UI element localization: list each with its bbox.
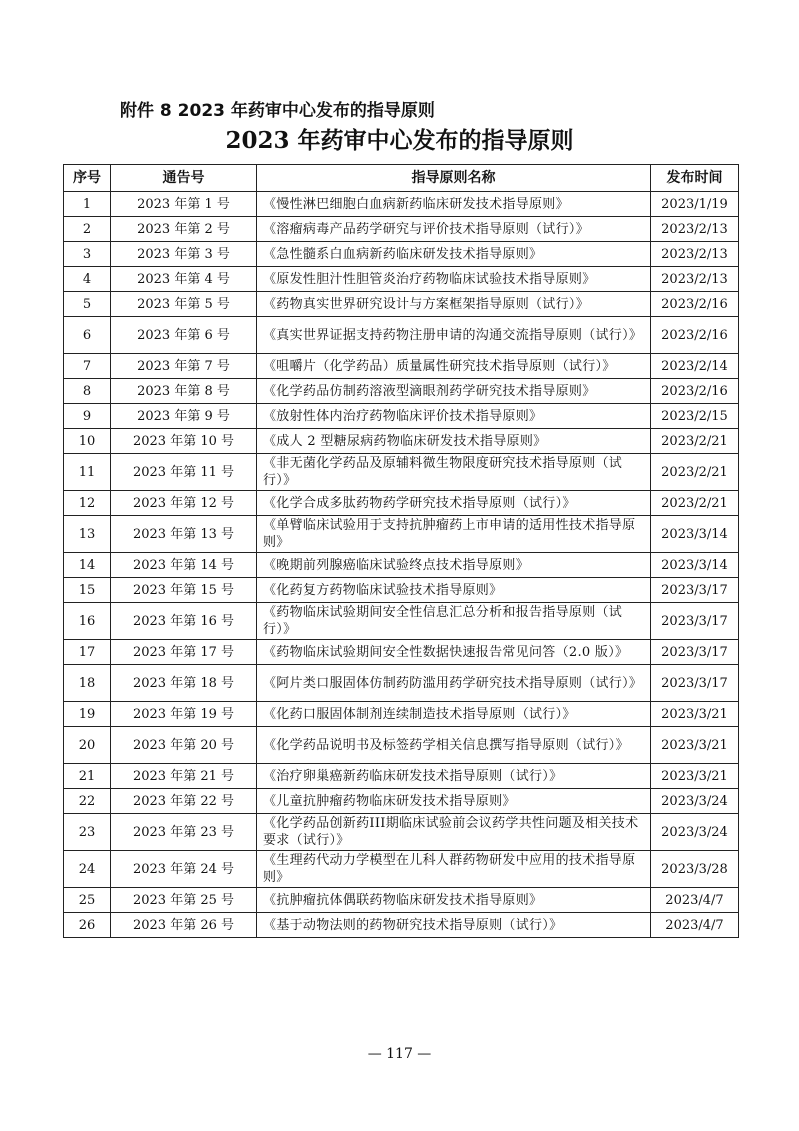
row-release-date: 2023/2/13 [651,217,739,242]
row-release-date: 2023/3/14 [651,553,739,578]
row-number: 3 [64,242,111,267]
row-guideline-name: 《抗肿瘤抗体偶联药物临床研发技术指导原则》 [257,888,651,913]
row-guideline-name: 《化学合成多肽药物药学研究技术指导原则（试行）》 [257,491,651,516]
row-notice-number: 2023 年第 3 号 [111,242,257,267]
row-release-date: 2023/2/21 [651,491,739,516]
row-notice-number: 2023 年第 6 号 [111,317,257,354]
row-release-date: 2023/1/19 [651,192,739,217]
row-release-date: 2023/3/17 [651,578,739,603]
row-number: 24 [64,851,111,888]
table-row [64,292,739,317]
row-number: 15 [64,578,111,603]
row-guideline-name: 《药物临床试验期间安全性信息汇总分析和报告指导原则（试行）》 [257,603,651,640]
table-row [64,379,739,404]
table-row [64,553,739,578]
row-guideline-name: 《晚期前列腺癌临床试验终点技术指导原则》 [257,553,651,578]
row-notice-number: 2023 年第 17 号 [111,640,257,665]
row-release-date: 2023/3/17 [651,603,739,640]
table-row [64,640,739,665]
row-notice-number: 2023 年第 25 号 [111,888,257,913]
row-release-date: 2023/3/24 [651,814,739,851]
row-number: 18 [64,665,111,702]
row-notice-number: 2023 年第 2 号 [111,217,257,242]
row-release-date: 2023/2/15 [651,404,739,429]
row-guideline-name: 《溶瘤病毒产品药学研究与评价技术指导原则（试行）》 [257,217,651,242]
row-notice-number: 2023 年第 9 号 [111,404,257,429]
table-row [64,267,739,292]
row-guideline-name: 《化药口服固体制剂连续制造技术指导原则（试行）》 [257,702,651,727]
row-guideline-name: 《治疗卵巢癌新药临床研发技术指导原则（试行）》 [257,764,651,789]
row-guideline-name: 《化学药品仿制药溶液型滴眼剂药学研究技术指导原则》 [257,379,651,404]
row-guideline-name: 《阿片类口服固体仿制药防滥用药学研究技术指导原则（试行）》 [257,665,651,702]
row-notice-number: 2023 年第 22 号 [111,789,257,814]
row-notice-number: 2023 年第 7 号 [111,354,257,379]
row-notice-number: 2023 年第 12 号 [111,491,257,516]
table-row [64,913,739,938]
row-number: 8 [64,379,111,404]
row-release-date: 2023/4/7 [651,913,739,938]
row-number: 25 [64,888,111,913]
row-notice-number: 2023 年第 23 号 [111,814,257,851]
row-release-date: 2023/3/21 [651,764,739,789]
row-number: 26 [64,913,111,938]
row-number: 14 [64,553,111,578]
table-row [64,603,739,640]
table-row [64,491,739,516]
table-row [64,454,739,491]
row-guideline-name: 《慢性淋巴细胞白血病新药临床研发技术指导原则》 [257,192,651,217]
row-notice-number: 2023 年第 24 号 [111,851,257,888]
row-release-date: 2023/2/14 [651,354,739,379]
row-notice-number: 2023 年第 4 号 [111,267,257,292]
row-release-date: 2023/2/16 [651,379,739,404]
row-number: 4 [64,267,111,292]
row-guideline-name: 《非无菌化学药品及原辅料微生物限度研究技术指导原则（试行）》 [257,454,651,491]
table-row [64,217,739,242]
row-release-date: 2023/2/21 [651,454,739,491]
table-row [64,702,739,727]
row-number: 22 [64,789,111,814]
row-notice-number: 2023 年第 19 号 [111,702,257,727]
row-number: 11 [64,454,111,491]
row-release-date: 2023/3/14 [651,516,739,553]
table-row [64,404,739,429]
row-guideline-name: 《咀嚼片（化学药品）质量属性研究技术指导原则（试行）》 [257,354,651,379]
row-notice-number: 2023 年第 1 号 [111,192,257,217]
row-number: 16 [64,603,111,640]
table-row [64,242,739,267]
row-release-date: 2023/3/21 [651,702,739,727]
table-header-row [64,165,739,192]
row-release-date: 2023/3/24 [651,789,739,814]
row-number: 23 [64,814,111,851]
table-row [64,764,739,789]
page-number: — 117 — [367,1046,432,1062]
row-guideline-name: 《化药复方药物临床试验技术指导原则》 [257,578,651,603]
row-notice-number: 2023 年第 13 号 [111,516,257,553]
guidelines-table [63,164,739,938]
row-guideline-name: 《儿童抗肿瘤药物临床研发技术指导原则》 [257,789,651,814]
row-number: 6 [64,317,111,354]
row-release-date: 2023/3/17 [651,640,739,665]
row-release-date: 2023/3/21 [651,727,739,764]
row-notice-number: 2023 年第 21 号 [111,764,257,789]
row-guideline-name: 《生理药代动力学模型在儿科人群药物研发中应用的技术指导原则》 [257,851,651,888]
row-release-date: 2023/2/13 [651,267,739,292]
table-row [64,665,739,702]
table-row [64,814,739,851]
header-number: 序号 [64,165,111,192]
row-number: 2 [64,217,111,242]
row-number: 20 [64,727,111,764]
table-row [64,888,739,913]
row-release-date: 2023/3/17 [651,665,739,702]
row-guideline-name: 《真实世界证据支持药物注册申请的沟通交流指导原则（试行）》 [257,317,651,354]
row-guideline-name: 《成人 2 型糖尿病药物临床研发技术指导原则》 [257,429,651,454]
row-number: 12 [64,491,111,516]
row-notice-number: 2023 年第 20 号 [111,727,257,764]
row-number: 17 [64,640,111,665]
row-notice-number: 2023 年第 16 号 [111,603,257,640]
page-title: 2023 年药审中心发布的指导原则 [225,127,574,154]
attachment-heading: 附件 8 2023 年药审中心发布的指导原则 [120,101,435,121]
row-notice-number: 2023 年第 10 号 [111,429,257,454]
row-release-date: 2023/3/28 [651,851,739,888]
table-row [64,727,739,764]
table-row [64,851,739,888]
table-row [64,317,739,354]
row-number: 19 [64,702,111,727]
row-release-date: 2023/4/7 [651,888,739,913]
row-number: 13 [64,516,111,553]
row-release-date: 2023/2/16 [651,317,739,354]
row-guideline-name: 《药物临床试验期间安全性数据快速报告常见问答（2.0 版）》 [257,640,651,665]
row-guideline-name: 《急性髓系白血病新药临床研发技术指导原则》 [257,242,651,267]
row-notice-number: 2023 年第 5 号 [111,292,257,317]
row-notice-number: 2023 年第 11 号 [111,454,257,491]
row-number: 1 [64,192,111,217]
table-row [64,192,739,217]
row-release-date: 2023/2/16 [651,292,739,317]
header-guideline-name: 指导原则名称 [257,165,651,192]
row-guideline-name: 《化学药品说明书及标签药学相关信息撰写指导原则（试行）》 [257,727,651,764]
row-guideline-name: 《原发性胆汁性胆管炎治疗药物临床试验技术指导原则》 [257,267,651,292]
row-notice-number: 2023 年第 14 号 [111,553,257,578]
row-release-date: 2023/2/13 [651,242,739,267]
row-notice-number: 2023 年第 26 号 [111,913,257,938]
table-row [64,516,739,553]
row-notice-number: 2023 年第 8 号 [111,379,257,404]
table-row [64,789,739,814]
table-row [64,354,739,379]
row-number: 10 [64,429,111,454]
table-row [64,578,739,603]
row-number: 5 [64,292,111,317]
row-guideline-name: 《放射性体内治疗药物临床评价技术指导原则》 [257,404,651,429]
table-row [64,429,739,454]
row-guideline-name: 《药物真实世界研究设计与方案框架指导原则（试行）》 [257,292,651,317]
row-number: 9 [64,404,111,429]
row-number: 7 [64,354,111,379]
row-notice-number: 2023 年第 18 号 [111,665,257,702]
row-notice-number: 2023 年第 15 号 [111,578,257,603]
header-notice: 通告号 [111,165,257,192]
row-guideline-name: 《化学药品创新药III期临床试验前会议药学共性问题及相关技术要求（试行）》 [257,814,651,851]
row-number: 21 [64,764,111,789]
row-guideline-name: 《基于动物法则的药物研究技术指导原则（试行）》 [257,913,651,938]
row-guideline-name: 《单臂临床试验用于支持抗肿瘤药上市申请的适用性技术指导原则》 [257,516,651,553]
row-release-date: 2023/2/21 [651,429,739,454]
header-release-date: 发布时间 [651,165,739,192]
